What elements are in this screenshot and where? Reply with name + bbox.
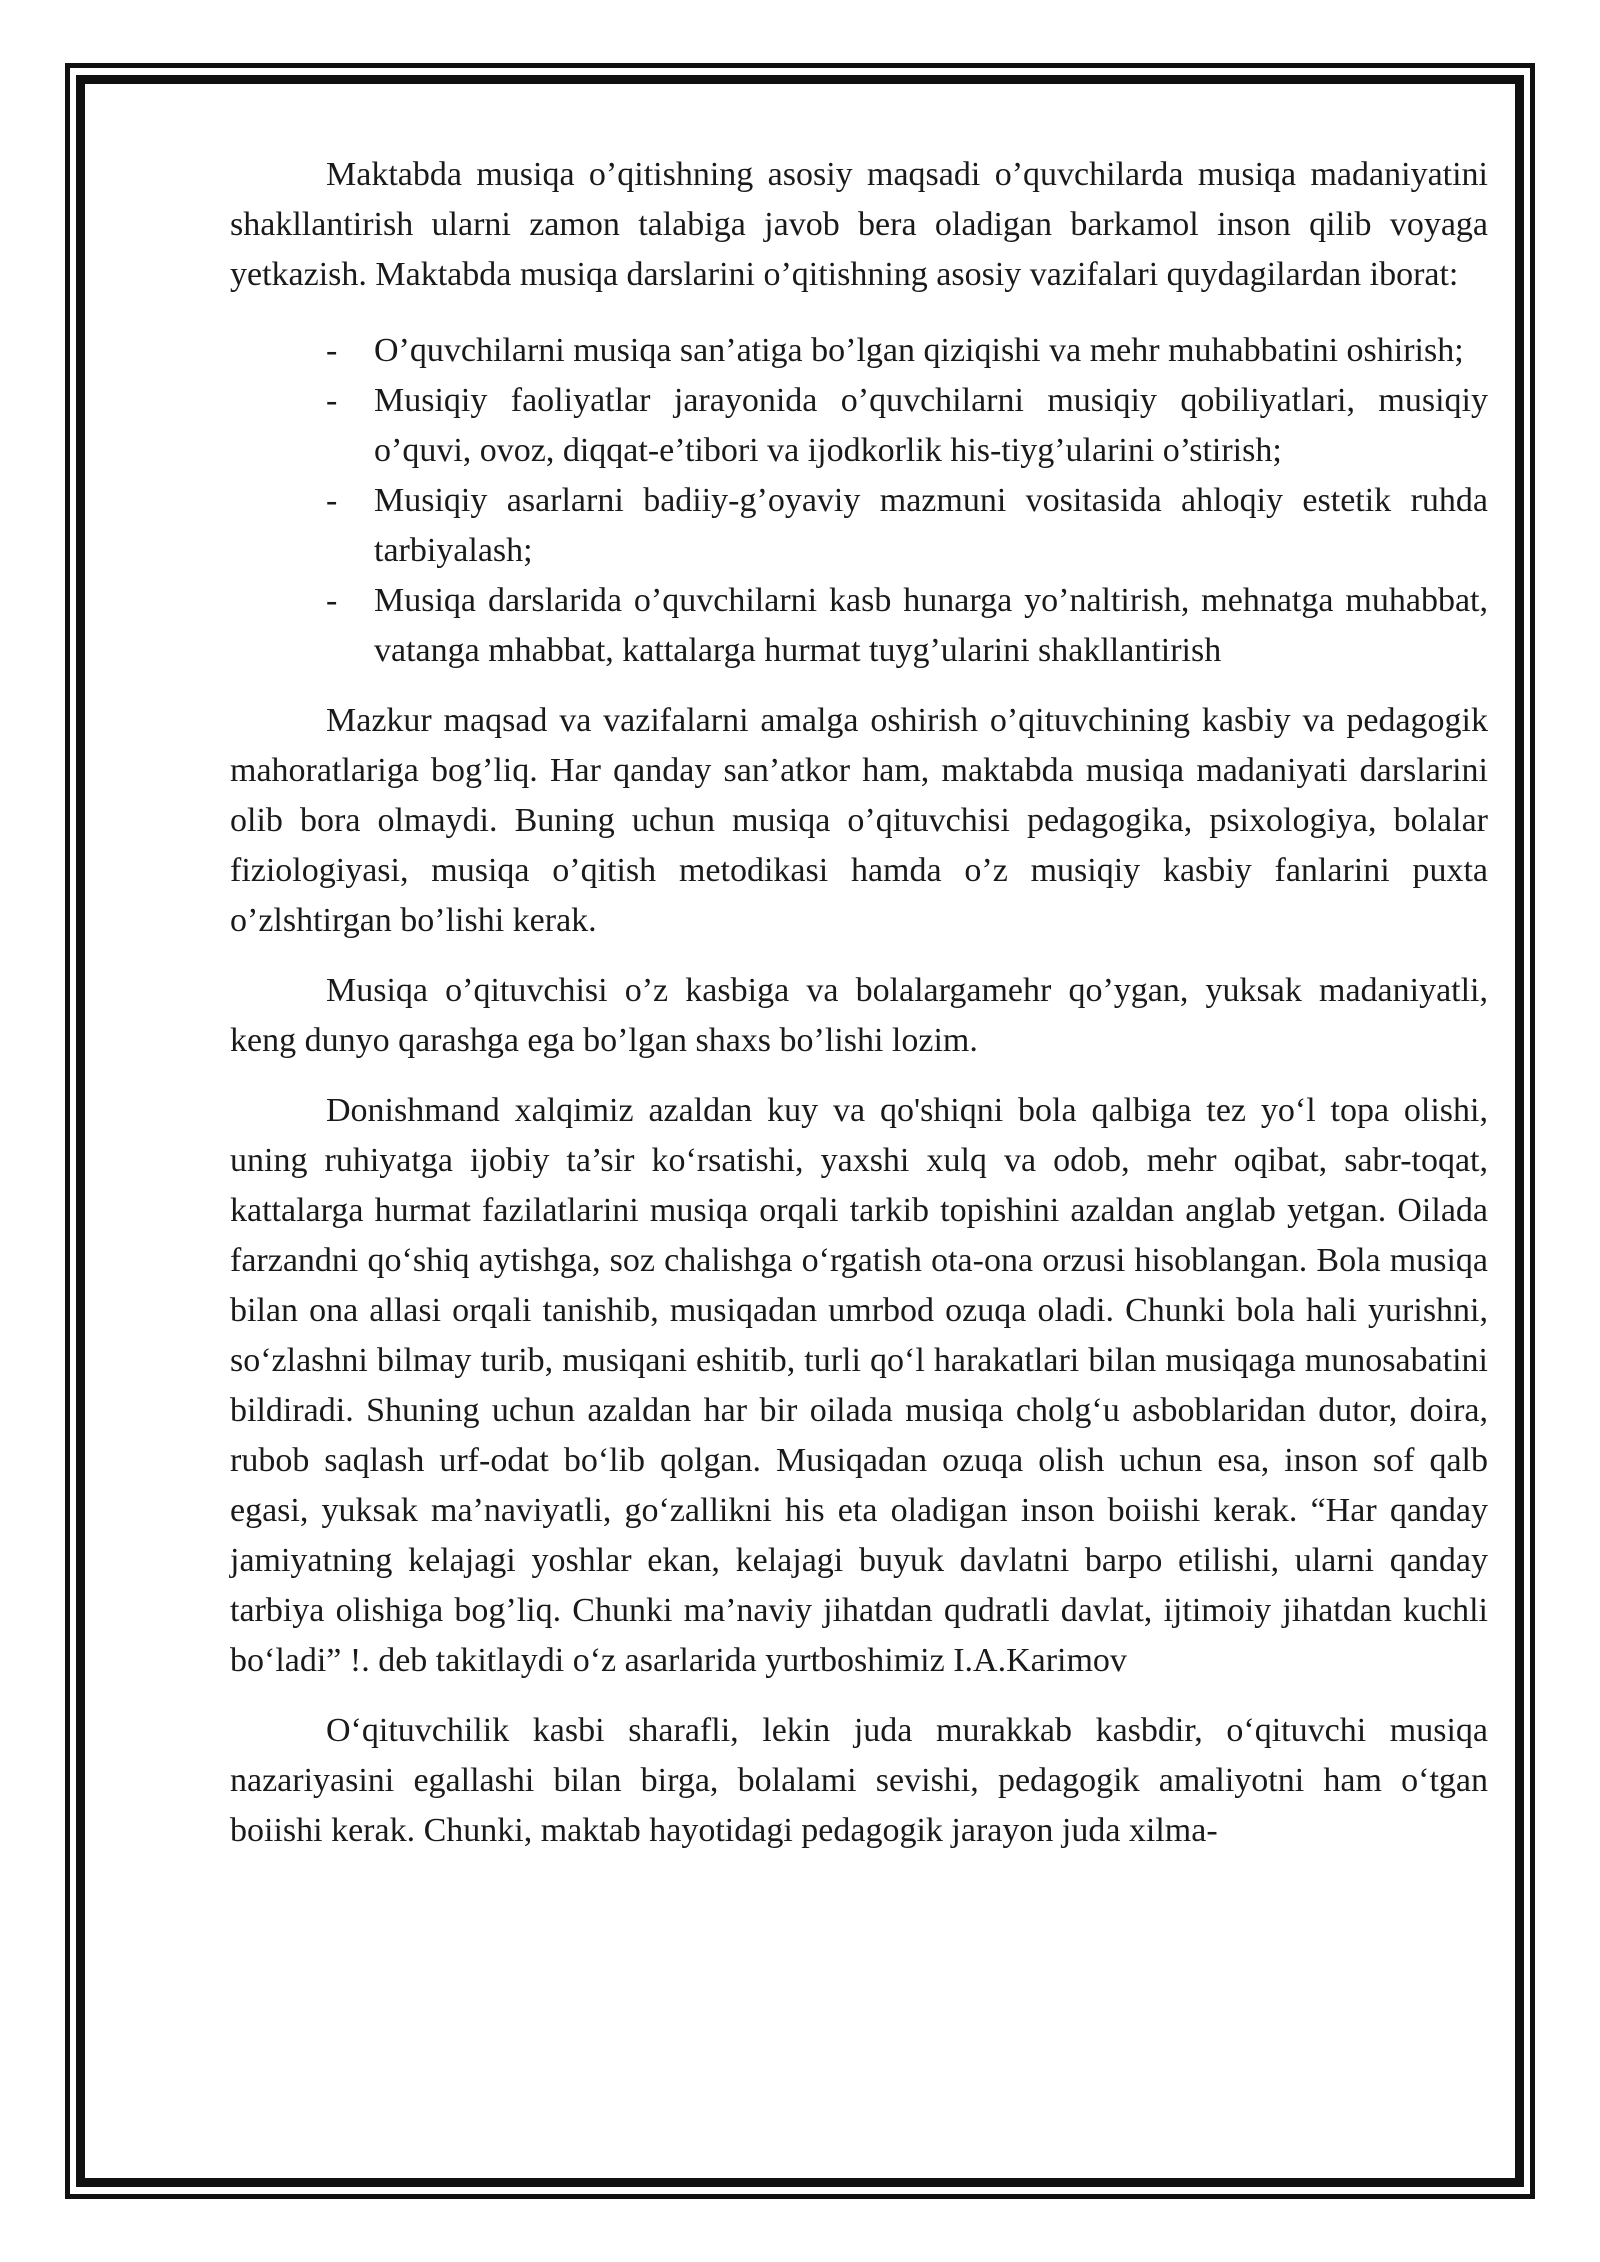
list-item-text: Musiqiy faoliyatlar jarayonida o’quvchilarni musiqiy qobiliyatlari, musiqiy o’quvi, ovoz, diqqat-e’tibori va ijodkorlik his-tiyg’ularini o’stirish;: [374, 382, 1488, 469]
paragraph-mastery: Mazkur maqsad va vazifalarni amalga oshirish o’qituvchining kasbiy va pedagogik mahoratlariga bog’liq. Har qanday san’atkor ham, maktabda musiqa madaniyati darslarini olib bora olmaydi. Buning uchun musiqa o’qituvchisi pedagogika, psixologiya, bolalar fiziologiyasi, musiqa o’qitish metodikasi hamda o’z musiqiy kasbiy fanlarini puxta o’zlshtirgan bo’lishi kerak.: [230, 702, 1488, 939]
list-item-text: O’quvchilarni musiqa san’atiga bo’lgan qiziqishi va mehr muhabbatini oshirish;: [374, 332, 1464, 369]
paragraph-profession: O‘qituvchilik kasbi sharafli, lekin juda murakkab kasbdir, o‘qituvchi musiqa nazariyasini egallashi bilan birga, bolalami sevishi, pedagogik amaliyotni ham o‘tgan boiishi kerak. Chunki, maktab hayotidagi pedagogik jarayon juda xilma-: [230, 1712, 1488, 1849]
document-body: [230, 150, 1488, 1876]
list-dash: -: [326, 482, 338, 519]
list-dash: -: [326, 582, 338, 619]
paragraph-intro: Maktabda musiqa o’qitishning asosiy maqsadi o’quvchilarda musiqa madaniyatini shakllantirish ularni zamon talabiga javob bera oladigan barkamol inson qilib voyaga yetkazish. Maktabda musiqa darslarini o’qitishning asosiy vazifalari quydagilardan iborat:: [230, 156, 1488, 293]
task-list: [230, 326, 1488, 676]
list-item: [326, 326, 1488, 376]
list-item-text: Musiqa darslarida o’quvchilarni kasb hunarga yo’naltirish, mehnatga muhabbat, vatanga mhabbat, kattalarga hurmat tuyg’ularini shakllantirish: [374, 582, 1488, 669]
list-item-text: Musiqiy asarlarni badiiy-g’oyaviy mazmuni vositasida ahloqiy estetik ruhda tarbiyalash;: [374, 482, 1488, 569]
paragraph-tradition: Donishmand xalqimiz azaldan kuy va qo'shiqni bola qalbiga tez yo‘l topa olishi, uning ruhiyatga ijobiy ta’sir ko‘rsatishi, yaxshi xulq va odob, mehr oqibat, sabr-toqat, kattalarga hurmat fazilatlarini musiqa orqali tarkib topishini azaldan anglab yetgan. Oilada farzandni qo‘shiq aytishga, soz chalishga o‘rgatish ota-ona orzusi hisoblangan. Bola musiqa bilan ona allasi orqali tanishib, musiqadan umrbod ozuqa oladi. Chunki bola hali yurishni, so‘zlashni bilmay turib, musiqani eshitib, turli qo‘l harakatlari bilan musiqaga munosabatini bildiradi. Shuning uchun azaldan har bir oilada musiqa cholg‘u asboblaridan dutor, doira, rubob saqlash urf-odat bo‘lib qolgan. Musiqadan ozuqa olish uchun esa, inson sof qalb egasi, yuksak ma’naviyatli, go‘zallikni his eta oladigan inson boiishi kerak. “Har qanday jamiyatning kelajagi yoshlar ekan, kelajagi buyuk davlatni barpo etilishi, ularni qanday tarbiya olishiga bog’liq. Chunki ma’naviy jihatdan qudratli davlat, ijtimoiy jihatdan kuchli bo‘ladi” !. deb takitlaydi o‘z asarlarida yurtboshimiz I.A.Karimov: [230, 1092, 1488, 1679]
paragraph-teacher-qualities: Musiqa o’qituvchisi o’z kasbiga va bolalargamehr qo’ygan, yuksak madaniyatli, keng dunyo qarashga ega bo’lgan shaxs bo’lishi lozim.: [230, 972, 1488, 1059]
list-item: [326, 576, 1488, 676]
list-item: [326, 376, 1488, 476]
list-dash: -: [326, 382, 338, 419]
list-item: [326, 476, 1488, 576]
list-dash: -: [326, 332, 338, 369]
